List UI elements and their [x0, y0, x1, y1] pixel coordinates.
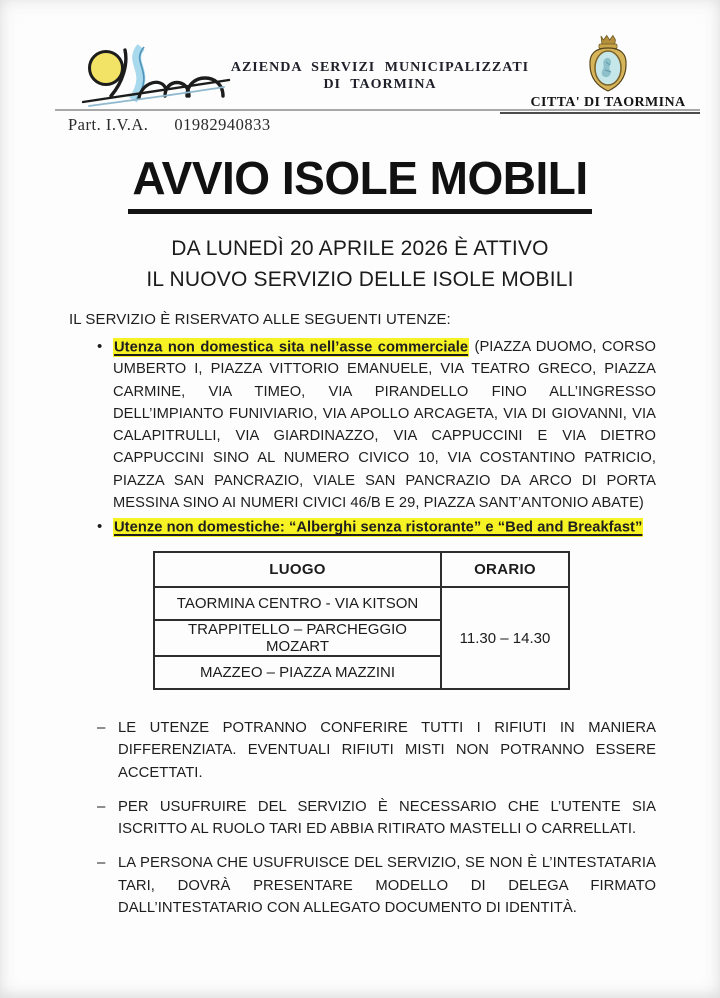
schedule-table [153, 551, 570, 690]
highlighted-phrase: Utenza non domestica sita nell’asse commerciale [114, 339, 469, 355]
page-title: AVVIO ISOLE MOBILI [128, 150, 591, 214]
city-crest-block [512, 34, 704, 111]
bullet-text [113, 336, 656, 514]
title-wrap [0, 150, 720, 214]
subtitle [0, 233, 720, 295]
dash-marker: – [97, 854, 106, 872]
note-item [97, 717, 656, 784]
org-name-line2: DI TAORMINA [323, 77, 437, 92]
bullet-marker: • [97, 338, 103, 355]
intro-line: IL SERVIZIO È RISERVATO ALLE SEGUENTI UTENZE: [69, 311, 451, 328]
subtitle-line1: DA LUNEDÌ 20 APRILE 2026 È ATTIVO [171, 237, 549, 260]
time-cell: 11.30 – 14.30 [441, 587, 569, 689]
list-item [97, 516, 656, 538]
bullet-text [113, 516, 656, 538]
list-item [97, 336, 656, 514]
table-header-row [154, 552, 569, 587]
header-divider [55, 109, 700, 111]
highlighted-phrase: Utenze non domestiche: “Alberghi senza ristorante” e “Bed and Breakfast” [114, 519, 643, 536]
bullet-rest-text: (PIAZZA DUOMO, CORSO UMBERTO I, PIAZZA VITTORIO EMANUELE, VIA TEATRO GRECO, PIAZZA CARMINE, VIA TIMEO, VIA PIRANDELLO FINO ALL’INGRESSO DELL’IMPIANTO FUNIVIARIO, VIA APOLLO ARCAGETA, VIA DI GIOVANNI, VIA CALAPITRULLI, VIA GIARDINAZZO, VIA CAPPUCCINI E VIA DIETRO CAPPUCCINI SINO AL NUMERO CIVICO 10, VIA COSTANTINO PATRICIO, PIAZZA SAN PANCRAZIO, VIALE SAN PANCRAZIO DA ARCO DI PORTA MESSINA SINO AI NUMERI CIVICI 46/B E 29, PIAZZA SANT’ANTONIO ABATE) [113, 339, 656, 512]
dash-marker: – [97, 719, 106, 736]
location-cell: MAZZEO – PIAZZA MAZZINI [154, 656, 441, 689]
vat-label: Part. I.V.A. [68, 115, 149, 134]
city-label: CITTA' DI TAORMINA [530, 95, 686, 110]
asm-logo-icon [80, 44, 232, 108]
note-text: LA PERSONA CHE USUFRUISCE DEL SERVIZIO, SE NON È L’INTESTATARIA TARI, DOVRÀ PRESENTARE MODELLO DI DELEGA FIRMATO DALL’INTESTATARIO CON ALLEGATO DOCUMENTO DI IDENTITÀ. [118, 855, 656, 917]
notes-list [97, 717, 656, 919]
table-row [154, 587, 569, 620]
note-text: LE UTENZE POTRANNO CONFERIRE TUTTI I RIFIUTI IN MANIERA DIFFERENZIATA. EVENTUALI RIFIUTI MISTI NON POTRANNO ESSERE ACCETTATI. [118, 720, 656, 781]
dash-marker: – [97, 797, 106, 815]
note-item [97, 852, 656, 919]
taormina-crest-icon [581, 34, 635, 94]
note-item [97, 796, 656, 841]
column-header-orario: ORARIO [441, 552, 569, 587]
served-users-list [97, 336, 656, 539]
note-text: PER USUFRUIRE DEL SERVIZIO È NECESSARIO CHE L’UTENTE SIA ISCRITTO AL RUOLO TARI ED ABBIA RITIRATO MASTELLI O CARRELLATI. [118, 798, 656, 838]
org-name-line1: AZIENDA SERVIZI MUNICIPALIZZATI [230, 60, 530, 75]
bullet-marker: • [97, 518, 103, 536]
location-cell: TAORMINA CENTRO - VIA KITSON [154, 587, 441, 620]
crest-underline [500, 112, 700, 114]
org-name [228, 59, 532, 93]
column-header-luogo: LUOGO [154, 552, 441, 587]
location-cell: TRAPPITELLO – PARCHEGGIO MOZART [154, 620, 441, 656]
vat-line [68, 115, 271, 135]
vat-number: 01982940833 [174, 115, 271, 134]
subtitle-line2: IL NUOVO SERVIZIO DELLE ISOLE MOBILI [146, 268, 574, 291]
